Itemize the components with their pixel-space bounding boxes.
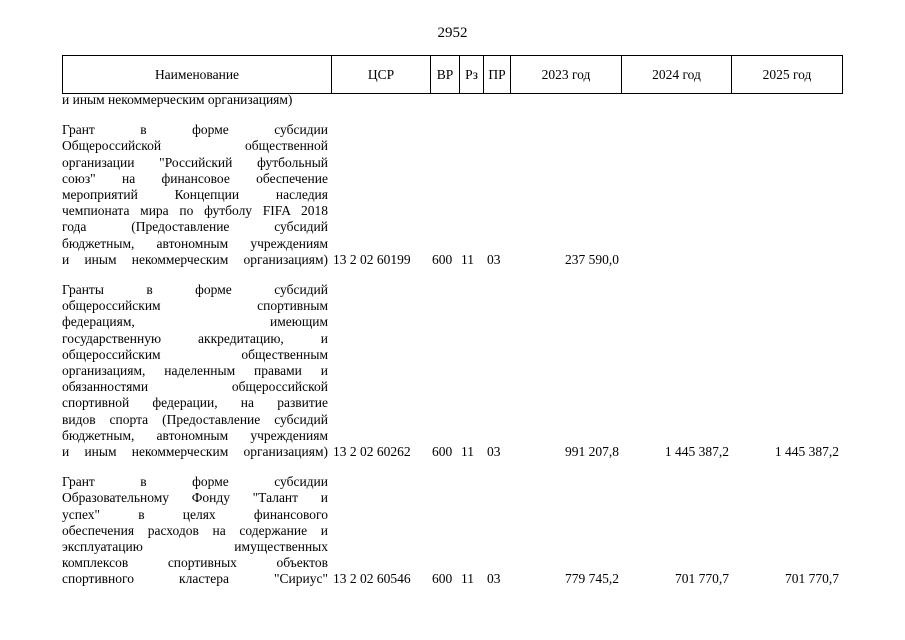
row-name-line: комплексов спортивных объектов [62, 555, 328, 571]
row-name-line: Общероссийской общественной [62, 138, 328, 154]
continuation-text: и иным некоммерческим организациям) [62, 92, 293, 107]
header-rz: Рз [460, 56, 484, 94]
row-2024: 1 445 387,2 [664, 444, 729, 460]
table-header [62, 55, 843, 94]
page-number: 2952 [437, 25, 468, 41]
header-2023: 2023 год [511, 56, 622, 94]
row-name-line: Грант в форме субсидии [62, 474, 328, 490]
row-2024: 701 770,7 [675, 571, 729, 587]
row-rz: 11 [461, 571, 474, 587]
row-name-line: организации "Российский футбольный [62, 154, 328, 170]
header-2025: 2025 год [732, 56, 843, 94]
header-csr: ЦСР [332, 56, 431, 94]
row-2025: 1 445 387,2 [774, 444, 839, 460]
row-name [62, 122, 328, 268]
header-name: Наименование [63, 56, 332, 94]
row-pr: 03 [487, 251, 501, 267]
row-name-line: общероссийским общественным [62, 346, 328, 362]
table-row [62, 474, 842, 587]
header-vr: ВР [431, 56, 460, 94]
row-name [62, 282, 328, 460]
row-name-line: и иным некоммерческим организациям) [62, 251, 328, 267]
row-2023: 237 590,0 [565, 251, 619, 267]
row-rz: 11 [461, 444, 474, 460]
table-row [62, 122, 842, 268]
row-rz: 11 [461, 251, 474, 267]
row-name-line: бюджетным, автономным учреждениям [62, 427, 328, 443]
row-pr: 03 [487, 571, 501, 587]
row-name-line: Грант в форме субсидии [62, 122, 328, 138]
row-name-line: успех" в целях финансового [62, 506, 328, 522]
row-2023: 779 745,2 [565, 571, 619, 587]
row-vr: 600 [432, 251, 453, 267]
row-name-line: обязанностями общероссийской [62, 379, 328, 395]
row-name-line: союз" на финансовое обеспечение [62, 170, 328, 186]
row-csr: 13 2 02 60262 [333, 444, 411, 460]
row-name-line: Образовательному Фонду "Талант и [62, 490, 328, 506]
row-vr: 600 [432, 571, 453, 587]
header-2024: 2024 год [622, 56, 732, 94]
row-2025: 701 770,7 [785, 571, 839, 587]
row-name-line: чемпионата мира по футболу FIFA 2018 [62, 203, 328, 219]
row-name-line: года (Предоставление субсидий [62, 219, 328, 235]
row-name-line: бюджетным, автономным учреждениям [62, 235, 328, 251]
row-name-line: и иным некоммерческим организациям) [62, 444, 328, 460]
row-name-line: спортивной федерации, на развитие [62, 395, 328, 411]
table-row [62, 282, 842, 460]
row-name-line: Гранты в форме субсидий [62, 282, 328, 298]
row-name-line: государственную аккредитацию, и [62, 330, 328, 346]
row-vr: 600 [432, 444, 453, 460]
row-csr: 13 2 02 60546 [333, 571, 411, 587]
row-name-line: федерациям, имеющим [62, 314, 328, 330]
row-name-line: видов спорта (Предоставление субсидий [62, 411, 328, 427]
row-2023: 991 207,8 [565, 444, 619, 460]
header-pr: ПР [484, 56, 511, 94]
row-pr: 03 [487, 444, 501, 460]
row-name-line: организациям, наделенным правами и [62, 363, 328, 379]
continuation-row [62, 92, 842, 108]
row-name-line: спортивного кластера "Сириус" [62, 571, 328, 587]
row-name-line: эксплуатацию имущественных [62, 539, 328, 555]
row-name-line: мероприятий Концепции наследия [62, 187, 328, 203]
row-csr: 13 2 02 60199 [333, 251, 411, 267]
row-name-line: общероссийским спортивным [62, 298, 328, 314]
row-name [62, 474, 328, 587]
table-body [62, 92, 842, 588]
row-name-line: обеспечения расходов на содержание и [62, 522, 328, 538]
